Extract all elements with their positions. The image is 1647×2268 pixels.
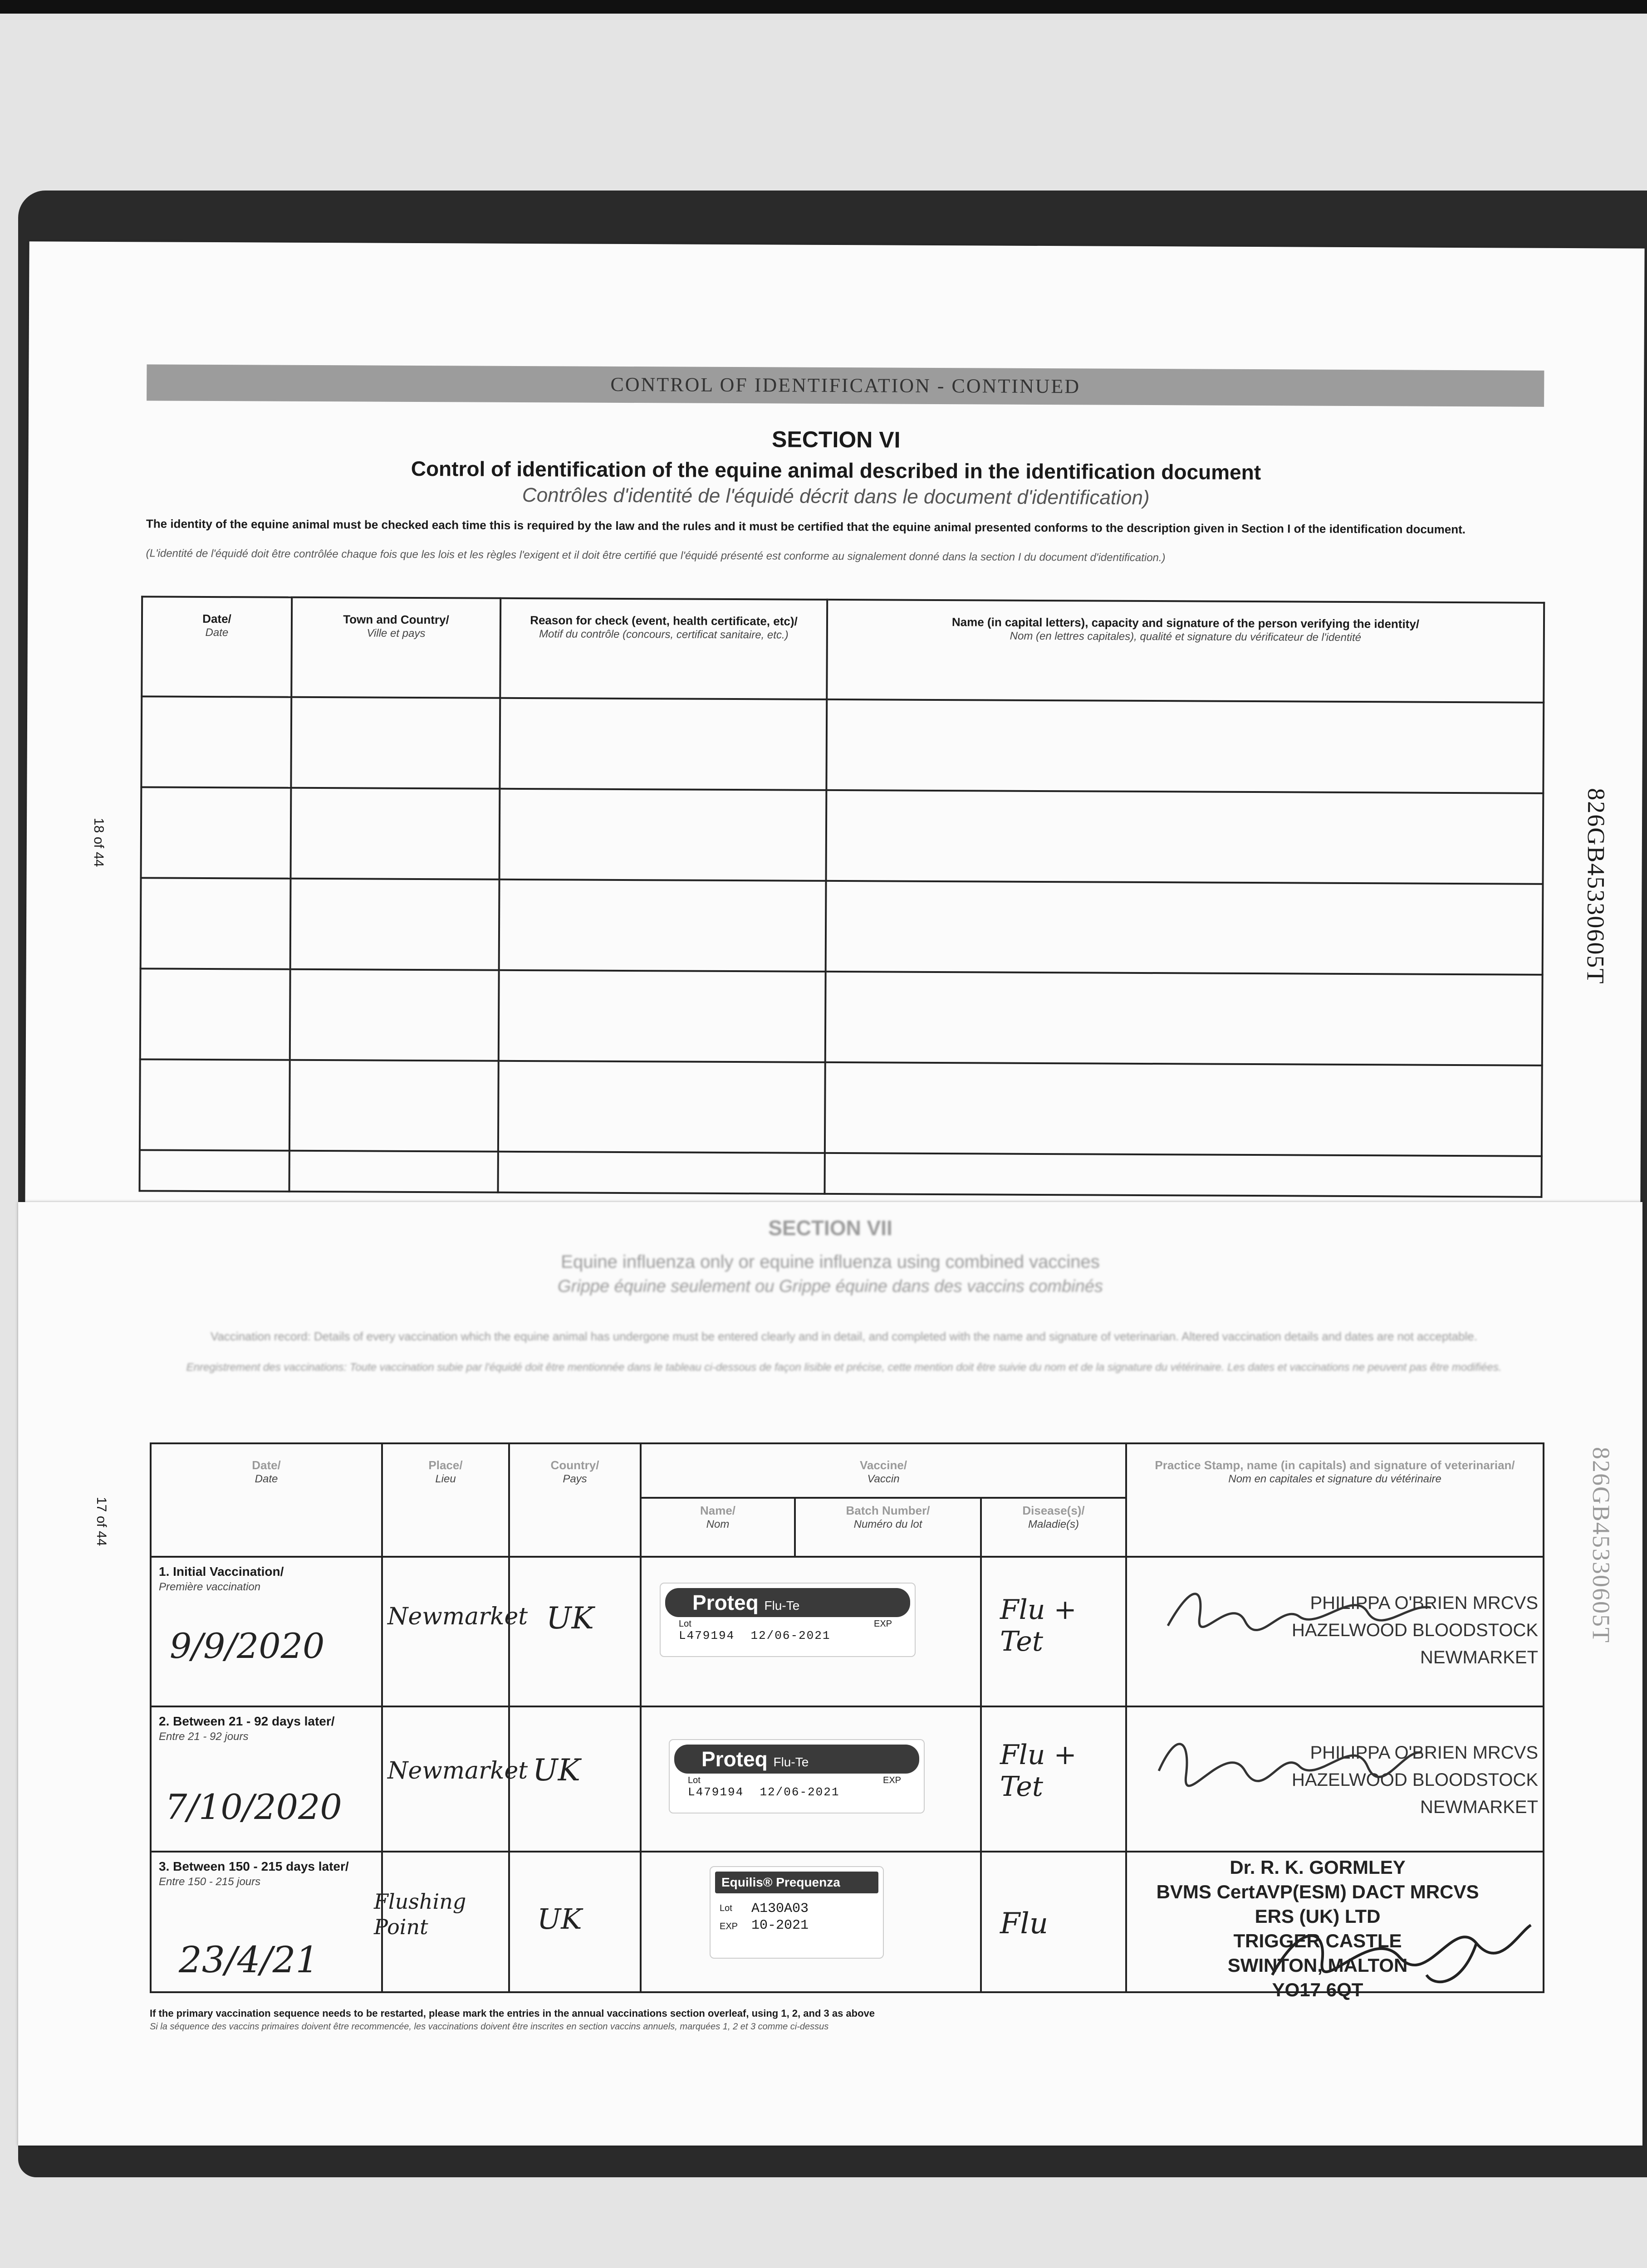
town-cell[interactable] <box>290 969 499 1061</box>
footnote-fr: Si la séquence des vaccins primaires doivent être recommencée, les vaccinations doivent être inscrites en section vaccins annuels, marquées 1, 2 et 3 comme ci-dessus <box>150 2022 829 2032</box>
footnote: If the primary vaccination sequence needs to be restarted, please mark the entries in the annual vaccinations section overleaf, using 1, 2, and 3 as above <box>150 2008 875 2019</box>
town-cell[interactable] <box>290 879 500 970</box>
expiry-date: 12/06-2021 <box>750 1629 831 1642</box>
country-cell[interactable]: UK <box>509 1557 641 1706</box>
passport-number: 826GB45330605T <box>1582 788 1610 985</box>
passport-number: 826GB45330605T <box>1588 1447 1615 1643</box>
country-cell[interactable]: UK <box>509 1706 641 1852</box>
col-disease: Disease(s)/ Maladie(s) <box>981 1498 1126 1557</box>
stamp-cell[interactable] <box>1126 1706 1544 1852</box>
col-vaccine: Vaccine/ Vaccin <box>641 1443 1126 1498</box>
table-header-row <box>142 596 1544 702</box>
intro-text: The identity of the equine animal must be checked each time this is required by the law and the rules and it must be certified that the equine animal presented conforms to the description given in Section I of the identification document. <box>146 517 1466 537</box>
verifier-cell[interactable] <box>826 881 1543 975</box>
reason-cell[interactable] <box>500 698 827 790</box>
town-cell[interactable] <box>291 697 500 789</box>
vaccination-row <box>151 1557 1544 1706</box>
section-title: SECTION VI <box>771 426 901 453</box>
col-practice-stamp: Practice Stamp, name (in capitals) and signature of veterinarian/ Nom en capitales et signature du vétérinaire <box>1126 1443 1544 1557</box>
country-cell[interactable]: UK <box>509 1852 641 1992</box>
table-row <box>140 968 1543 1065</box>
reason-cell[interactable] <box>499 880 826 972</box>
place-cell[interactable]: Flushing Point <box>382 1852 509 1992</box>
col-town-country: Town and Country/ Ville et pays <box>291 597 500 698</box>
intro-text-fr: Enregistrement des vaccinations: Toute vaccination subie par l'équidé doit être mentionnée dans le tableau ci-dessous de façon lisible et précise, cette mention doit être suivie du nom et de la signature du vétérinaire. Les dates et vaccinations ne peuvent pas être modifiées. <box>186 1361 1502 1374</box>
col-vaccine-name: Name/ Nom <box>641 1498 795 1557</box>
col-place: Place/ Lieu <box>382 1443 509 1557</box>
col-date: Date/ Date <box>142 596 292 697</box>
passport-page-upper <box>25 241 1644 1210</box>
town-cell[interactable] <box>291 788 500 880</box>
verifier-cell[interactable] <box>825 1062 1542 1156</box>
section-banner: CONTROL OF IDENTIFICATION - CONTINUED <box>147 364 1544 406</box>
table-row <box>141 696 1544 793</box>
col-reason: Reason for check (event, health certificate, etc)/ Motif du contrôle (concours, certificat sanitaire, etc.) <box>500 598 827 699</box>
disease-cell[interactable]: Flu <box>981 1852 1126 1992</box>
expiry-date: 12/06-2021 <box>760 1785 840 1799</box>
table-row <box>141 878 1543 974</box>
verifier-cell[interactable] <box>826 699 1544 793</box>
scan-edge <box>0 0 1647 14</box>
vaccine-sticker: Proteq Flu-Te Lot EXP L479194 12/06-2021 <box>660 1583 916 1657</box>
date-cell[interactable] <box>141 696 291 787</box>
vaccine-sticker: Equilis® Prequenza Lot EXP A130A03 10-2021 <box>710 1866 884 1959</box>
date-cell[interactable] <box>140 968 290 1060</box>
vaccination-date: 23/4/21 <box>179 1939 319 1981</box>
place-cell[interactable]: Newmarket <box>382 1557 509 1706</box>
verifier-cell[interactable] <box>826 790 1544 884</box>
vaccine-cell[interactable] <box>641 1852 981 1992</box>
date-cell[interactable] <box>141 787 291 878</box>
vaccine-cell[interactable] <box>641 1706 981 1852</box>
vaccination-table <box>150 1442 1544 2000</box>
section-heading: Control of identification of the equine animal described in the identification document <box>411 456 1261 484</box>
vaccine-sticker: Proteq Flu-Te Lot EXP L479194 12/06-2021 <box>669 1739 925 1813</box>
stamp-cell[interactable] <box>1126 1557 1544 1706</box>
vaccination-date: 9/9/2020 <box>170 1626 325 1666</box>
place-cell[interactable]: Newmarket <box>382 1706 509 1852</box>
verifier-cell[interactable] <box>825 972 1543 1066</box>
town-cell[interactable] <box>289 1060 499 1152</box>
page-number: 18 of 44 <box>91 817 107 867</box>
table-row <box>140 1150 1542 1197</box>
date-cell[interactable] <box>141 878 291 969</box>
table-row <box>140 1059 1542 1156</box>
vaccination-row <box>151 1852 1544 1992</box>
reason-cell[interactable] <box>499 970 826 1062</box>
vaccination-row <box>151 1706 1544 1852</box>
expiry-date: 10-2021 <box>751 1918 809 1933</box>
disease-cell[interactable]: Flu + Tet <box>981 1706 1126 1852</box>
batch-number: L479194 <box>688 1785 744 1799</box>
practice-stamp: PHILIPPA O'BRIEN MRCVS HAZELWOOD BLOODSTOCK NEWMARKET <box>1291 1593 1539 1667</box>
intro-text: Vaccination record: Details of every vaccination which the equine animal has undergone must be entered clearly and in detail, and completed with the name and signature of veterinarian. Altered vaccination details and dates are not acceptable. <box>211 1330 1477 1343</box>
section-heading-fr: Grippe équine seulement ou Grippe équine dans des vaccins combinés <box>558 1277 1103 1296</box>
reason-cell[interactable] <box>498 1061 825 1153</box>
signature-image <box>1263 1907 1535 1993</box>
col-country: Country/ Pays <box>509 1443 641 1557</box>
col-batch-number: Batch Number/ Numéro du lot <box>795 1498 981 1557</box>
col-date: Date/ Date <box>151 1443 382 1557</box>
date-cell[interactable] <box>140 1059 290 1150</box>
passport-page-lower <box>18 1202 1642 2146</box>
table-row <box>141 787 1544 884</box>
practice-stamp: PHILIPPA O'BRIEN MRCVS HAZELWOOD BLOODSTOCK NEWMARKET <box>1291 1743 1539 1817</box>
stamp-cell[interactable] <box>1126 1852 1544 2000</box>
date-cell[interactable]: 2. Between 21 - 92 days later/ Entre 21 - 92 jours 7/10/2020 <box>151 1706 382 1852</box>
section-heading-fr: Contrôles d'identité de l'équidé décrit dans le document d'identification) <box>522 484 1150 509</box>
page-number: 17 of 44 <box>94 1497 109 1546</box>
date-cell[interactable]: 3. Between 150 - 215 days later/ Entre 150 - 215 jours 23/4/21 <box>151 1852 382 1992</box>
disease-cell[interactable]: Flu + Tet <box>981 1557 1126 1706</box>
vaccine-cell[interactable] <box>641 1557 981 1706</box>
practice-stamp: Dr. R. K. GORMLEY BVMS CertAVP(ESM) DACT MRCVS ERS (UK) LTD TRIGGER CASTLE SWINTON, MALTON YO17 6QT <box>1156 1857 1479 2000</box>
col-verifier: Name (in capital letters), capacity and signature of the person verifying the identity/ Nom (en lettres capitales), qualité et signature du vérificateur de l'identité <box>827 600 1544 703</box>
section-title: SECTION VII <box>768 1216 892 1240</box>
section-heading: Equine influenza only or equine influenza using combined vaccines <box>561 1252 1100 1272</box>
batch-number: A130A03 <box>751 1901 809 1916</box>
intro-text-fr: (L'identité de l'équidé doit être contrôlée chaque fois que les lois et les règles l'exigent et il doit être certifié que l'équidé présenté est conforme au signalement donné dans la section I du document d'identification.) <box>146 547 1166 564</box>
identity-check-table <box>139 596 1545 1198</box>
batch-number: L479194 <box>679 1629 735 1642</box>
date-cell[interactable]: 1. Initial Vaccination/ Première vaccination 9/9/2020 <box>151 1557 382 1706</box>
reason-cell[interactable] <box>500 789 827 881</box>
vaccination-date: 7/10/2020 <box>165 1787 342 1827</box>
